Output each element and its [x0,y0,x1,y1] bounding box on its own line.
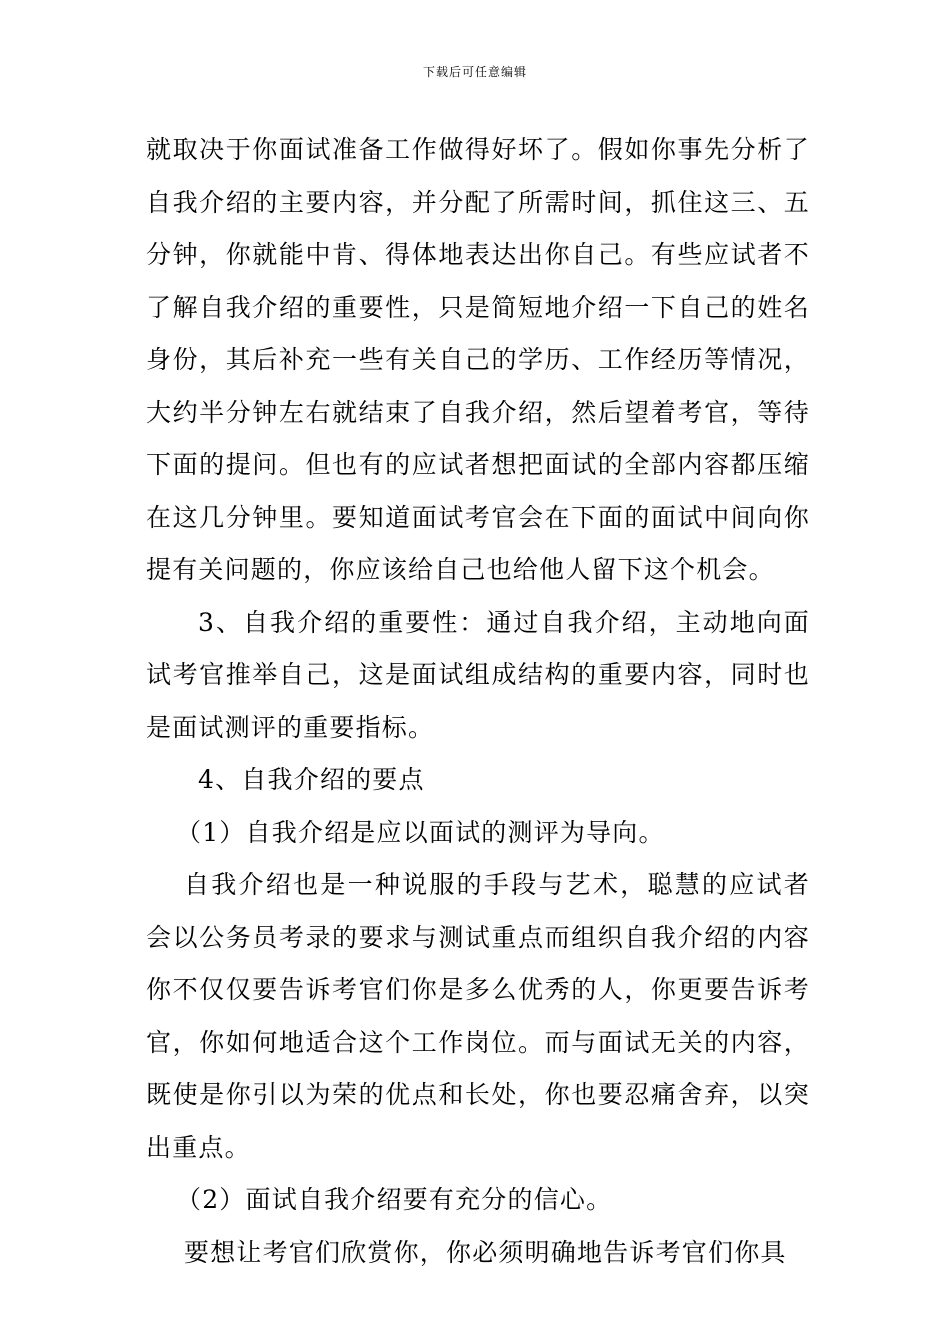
heading-section-4: 4、自我介绍的要点 [198,765,425,794]
paragraph-section-3: 3、自我介绍的重要性：通过自我介绍，主动地向面试考官推举自己，这是面试组成结构的重要内容，同时也是面试测评的重要指标。 [146,607,810,742]
paragraph-point-1-body: 自我介绍也是一种说服的手段与艺术，聪慧的应试者会以公务员考录的要求与测试重点而组织自我介绍的内容你不仅仅要告诉考官们你是多么优秀的人，你更要告诉考官，你如何地适合这个工作岗位。而与面试无关的内容，既使是你引以为荣的优点和长处，你也要忍痛舍弃，以突出重点。 [146,870,810,1162]
page-header: 下载后可任意编辑 [422,65,527,79]
paragraph-continuation: 就取决于你面试准备工作做得好坏了。假如你事先分析了自我介绍的主要内容，并分配了所需时间，抓住这三、五分钟，你就能中肯、得体地表达出你自己。有些应试者不了解自我介绍的重要性，只是简短地介绍一下自己的姓名身份，其后补充一些有关自己的学历、工作经历等情况，大约半分钟左右就结束了自我介绍，然后望着考官，等待下面的提问。但也有的应试者想把面试的全部内容都压缩在这几分钟里。要知道面试考官会在下面的面试中间向你提有关问题的，你应该给自己也给他人留下这个机会。 [146,135,810,584]
subheading-point-1: （1）自我介绍是应以面试的测评为导向。 [176,817,665,847]
document-body [146,124,810,1279]
paragraph-point-2-body: 要想让考官们欣赏你，你必须明确地告诉考官们你具 [184,1237,787,1267]
subheading-point-2: （2）面试自我介绍要有充分的信心。 [176,1185,613,1214]
